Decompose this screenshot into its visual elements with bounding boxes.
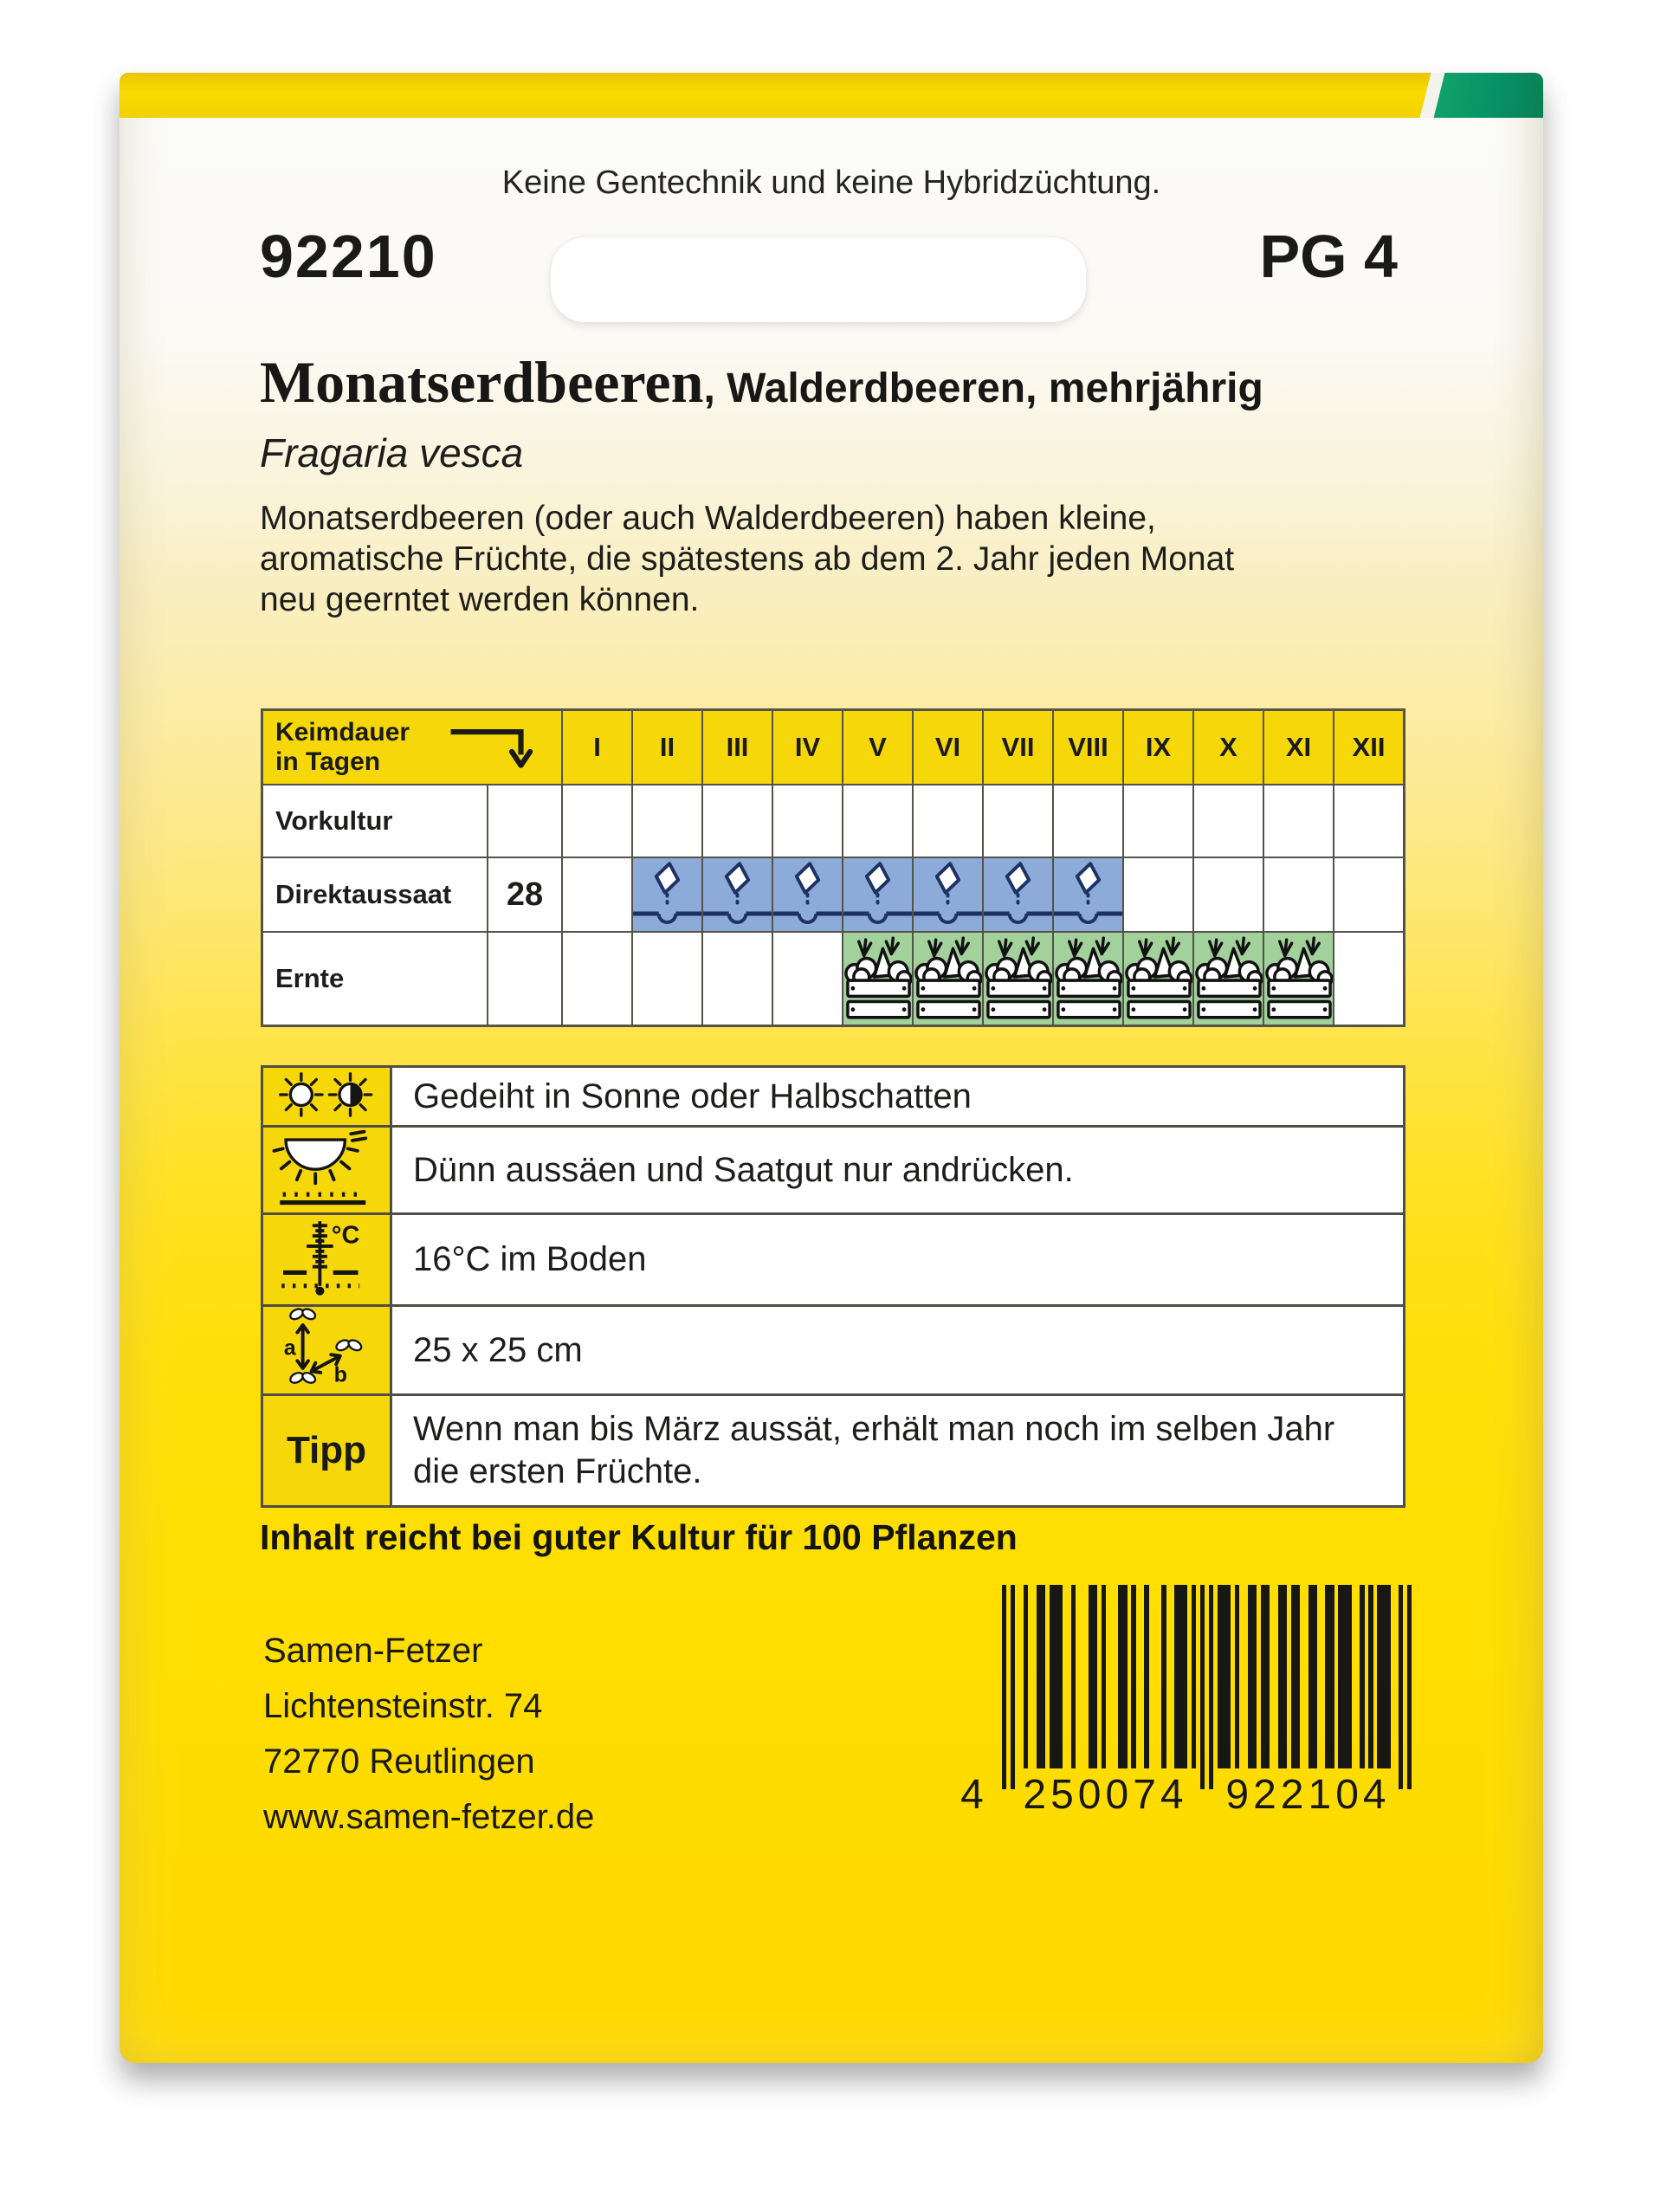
calendar-month-header: V <box>843 711 912 784</box>
company-name: Samen-Fetzer <box>263 1632 483 1670</box>
street: Lichtensteinstr. 74 <box>263 1687 543 1725</box>
seed-sowing-icon <box>703 858 772 931</box>
info-table <box>261 1065 1405 1508</box>
calendar-cell <box>1194 858 1263 931</box>
seed-sowing-icon <box>1054 858 1122 931</box>
soil-temperature-icon <box>271 1217 382 1303</box>
barcode-bar <box>1122 1585 1127 1768</box>
calendar-row-label: Ernte <box>263 933 487 1025</box>
barcode-bar <box>1296 1585 1300 1768</box>
harvest-crate-icon <box>1264 933 1333 1025</box>
barcode-bar <box>1144 1585 1148 1768</box>
calendar-cell <box>1334 785 1403 857</box>
barcode-bar <box>1093 1585 1097 1768</box>
barcode-bar <box>1011 1585 1015 1789</box>
product-title <box>260 348 1263 417</box>
seed-sowing-icon <box>843 858 912 931</box>
calendar-cell <box>633 933 701 1025</box>
calendar-month-header: IV <box>773 711 842 784</box>
svg-text:a: a <box>283 1335 296 1361</box>
harvest-crate-icon <box>1194 933 1263 1025</box>
seed-sowing-icon <box>914 858 982 931</box>
calendar-cell <box>1124 785 1192 857</box>
seed-sowing-icon <box>633 858 701 931</box>
article-number: 92210 <box>260 223 437 290</box>
barcode-bar <box>1265 1585 1270 1768</box>
calendar-cell <box>1334 858 1403 931</box>
harvest-crate-icon <box>1054 933 1122 1025</box>
sun-halfshade-icon <box>271 1069 382 1125</box>
calendar-days-cell <box>488 933 561 1025</box>
product-description: Monatserdbeeren (oder auch Walderdbeeren) haben kleine, aromatische Früchte, die spätestens ab dem 2. Jahr jeden Monat neu geerntet werden können. <box>260 500 1235 618</box>
calendar-cell <box>1124 858 1192 931</box>
harvest-crate-icon <box>1124 933 1192 1025</box>
icon-cell <box>263 1128 390 1212</box>
calendar-cell <box>773 933 842 1025</box>
harvest-crate-icon <box>914 933 982 1025</box>
hang-slot <box>551 237 1086 322</box>
calendar-cell <box>773 785 842 857</box>
barcode-bar <box>1183 1585 1187 1768</box>
barcode-bar <box>1024 1585 1028 1768</box>
barcode-bar <box>1235 1585 1239 1768</box>
barcode-bars <box>1002 1585 1412 1789</box>
barcode-bar <box>1002 1585 1006 1789</box>
icon-cell <box>263 1215 390 1304</box>
seed-sowing-icon <box>773 858 842 931</box>
calendar-month-header: XII <box>1334 711 1403 784</box>
calendar-month-header: IX <box>1124 711 1192 784</box>
barcode-bar <box>1041 1585 1045 1768</box>
calendar-days-cell: 28 <box>488 858 561 931</box>
calendar-cell <box>1264 858 1333 931</box>
calendar-cell <box>1054 785 1122 857</box>
barcode-bar <box>1399 1585 1403 1789</box>
calendar-cell <box>703 785 772 857</box>
calendar-corner-label: Keimdauer in Tagen <box>275 717 410 776</box>
calendar-cell <box>703 933 772 1025</box>
calendar-cell <box>1264 785 1333 857</box>
product-name: Monatserdbeeren <box>260 349 704 415</box>
calendar-cell <box>563 785 631 857</box>
barcode-bar <box>1329 1585 1334 1768</box>
barcode-bar <box>1131 1585 1135 1768</box>
calendar-month-header: XI <box>1264 711 1333 784</box>
plant-spacing-icon <box>275 1306 378 1394</box>
info-text: Dünn aussäen und Saatgut nur andrücken. <box>392 1128 1403 1212</box>
svg-text:b: b <box>333 1362 347 1387</box>
botanical-name: Fragaria vesca <box>260 430 524 475</box>
light-germinator-icon <box>271 1129 382 1211</box>
barcode-bar <box>1368 1585 1373 1768</box>
content-note: Inhalt reicht bei guter Kultur für 100 Pflanzen <box>260 1517 1018 1557</box>
barcode-bar <box>1058 1585 1063 1768</box>
svg-text:°C: °C <box>331 1221 360 1250</box>
claim-text: Keine Gentechnik und keine Hybridzüchtung. <box>501 165 1161 201</box>
calendar-month-header: VII <box>984 711 1052 784</box>
price-group: PG 4 <box>1259 223 1398 290</box>
calendar-row-label: Direktaussaat <box>263 858 487 931</box>
calendar-days-cell <box>488 785 561 857</box>
calendar-cell <box>914 785 982 857</box>
calendar-cell <box>843 785 912 857</box>
harvest-crate-icon <box>984 933 1052 1025</box>
barcode-digit-group2: 922104 <box>1225 1772 1391 1818</box>
address-block <box>263 1623 594 1845</box>
info-text: 25 x 25 cm <box>392 1307 1403 1393</box>
seed-packet <box>120 73 1543 2063</box>
green-corner-mark <box>1432 73 1543 118</box>
barcode-bar <box>1347 1585 1351 1768</box>
calendar-cell <box>1334 933 1403 1025</box>
calendar-row-label: Vorkultur <box>263 785 487 857</box>
tipp-text: Wenn man bis März aussät, erhält man noch im selben Jahr die ersten Früchte. <box>392 1396 1403 1505</box>
calendar-month-header: II <box>633 711 701 784</box>
calendar-month-header: I <box>563 711 631 784</box>
calendar-month-header: III <box>703 711 772 784</box>
barcode-bar <box>1200 1585 1205 1789</box>
barcode-bar <box>1209 1585 1213 1789</box>
calendar-month-header: X <box>1194 711 1263 784</box>
tipp-label: Tipp <box>286 1429 367 1471</box>
calendar-cell <box>563 933 631 1025</box>
barcode-bar <box>1386 1585 1390 1768</box>
barcode-bar <box>1360 1585 1364 1768</box>
calendar-cell <box>984 785 1052 857</box>
harvest-crate-icon <box>843 933 912 1025</box>
barcode-bar <box>1312 1585 1316 1768</box>
calendar-month-header: VI <box>914 711 982 784</box>
barcode-bar <box>1071 1585 1076 1768</box>
seed-sowing-icon <box>984 858 1052 931</box>
barcode-bar <box>1161 1585 1166 1768</box>
calendar-cell <box>563 858 631 931</box>
barcode-bar <box>1102 1585 1106 1768</box>
product-title-suffix: , Walderdbeeren, mehrjährig <box>703 365 1263 411</box>
sowing-calendar <box>261 708 1405 1027</box>
barcode-digit-group1: 250074 <box>1023 1772 1188 1818</box>
barcode-digit-left: 4 <box>960 1772 988 1818</box>
website: www.samen-fetzer.de <box>263 1798 595 1836</box>
icon-cell <box>263 1307 390 1393</box>
barcode-bar <box>1192 1585 1196 1768</box>
icon-cell <box>263 1396 390 1505</box>
barcode <box>960 1585 1412 1845</box>
calendar-cell <box>633 785 701 857</box>
germination-days-arrow-icon <box>442 724 556 772</box>
top-edge-strip <box>120 73 1543 118</box>
barcode-bar <box>1283 1585 1287 1768</box>
calendar-month-header: VIII <box>1054 711 1122 784</box>
city: 72770 Reutlingen <box>263 1742 535 1781</box>
calendar-cell <box>1194 785 1263 857</box>
barcode-bar <box>1252 1585 1257 1768</box>
info-text: Gedeiht in Sonne oder Halbschatten <box>392 1068 1403 1125</box>
barcode-bar <box>1226 1585 1231 1768</box>
icon-cell <box>263 1068 390 1125</box>
barcode-bar <box>1407 1585 1412 1789</box>
info-text: 16°C im Boden <box>392 1215 1403 1304</box>
calendar-corner-cell <box>263 711 561 784</box>
